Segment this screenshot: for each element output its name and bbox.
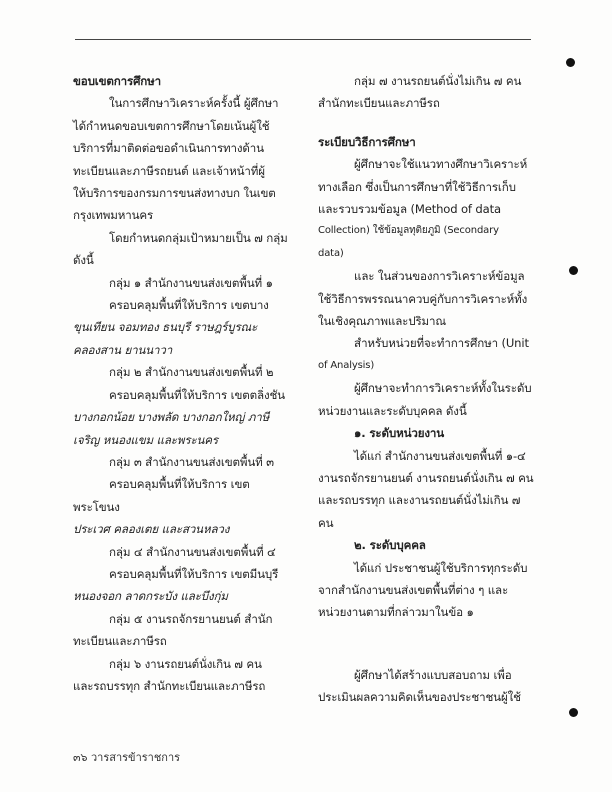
analysis-paragraph — [318, 265, 534, 332]
group-title: กลุ่ม ๔ สำนักงานขนส่งเขตพื้นที่ ๔ — [109, 544, 276, 559]
text-line: of Analysis) — [318, 359, 375, 371]
text-line: data) — [318, 247, 344, 259]
scope-intro-paragraph — [73, 92, 293, 226]
text-line: ผู้ศึกษาจะทำการวิเคราะห์ทั้งในระดับ — [354, 381, 532, 396]
text-line: หน่วยงานตามที่กล่าวมาในข้อ ๑ — [318, 605, 474, 620]
spacer — [318, 115, 534, 131]
text-line: บริการที่มาติดต่อขอดำเนินการทางด้าน — [73, 141, 264, 156]
text-line: จากสำนักงานขนส่งเขตพื้นที่ต่าง ๆ และ — [318, 582, 509, 597]
survey-paragraph — [318, 664, 534, 709]
group-1 — [73, 272, 293, 362]
group-6 — [73, 653, 293, 698]
text-line: และรถบรรทุก และงานรถยนต์นั่งไม่เกิน ๗ คน — [318, 493, 521, 530]
group-5 — [73, 608, 293, 653]
header-rule — [75, 39, 531, 40]
agency-paragraph — [318, 445, 534, 535]
levels-paragraph — [318, 377, 534, 422]
method-paragraph — [318, 153, 534, 265]
scope-heading: ขอบเขตการศึกษา — [73, 74, 162, 88]
unit-paragraph — [318, 332, 534, 377]
text-line: ผู้ศึกษาได้สร้างแบบสอบถาม เพื่อ — [354, 667, 512, 682]
group-title: กลุ่ม ๗ งานรถยนต์นั่งไม่เกิน ๗ คน — [354, 74, 522, 88]
page-footer: ๓๖ วารสารข้าราชการ — [73, 751, 181, 764]
group-districts: เจริญ หนองแขม และพระนคร — [73, 432, 218, 447]
text-line: ทะเบียนและภาษีรถยนต์ และเจ้าหน้าที่ผู้ — [73, 163, 265, 178]
group-7 — [318, 70, 534, 115]
text-line: ดังนี้ — [73, 253, 94, 268]
text-line: และรวบรวมข้อมูล (Method of data — [318, 202, 501, 217]
text-line: โดยกำหนดกลุ่มเป้าหมายเป็น ๗ กลุ่ม — [109, 230, 288, 245]
group-unit: และรถบรรทุก สำนักทะเบียนและภาษีรถ — [73, 678, 266, 693]
text-line: ในการศึกษาวิเคราะห์ครั้งนี้ ผู้ศึกษา — [109, 96, 279, 111]
group-unit: ทะเบียนและภาษีรถ — [73, 634, 167, 649]
text-line: ทางเลือก ซึ่งเป็นการศึกษาที่ใช้วิธีการเก็บ — [318, 179, 516, 194]
text-line: ได้แก่ สำนักงานขนส่งเขตพื้นที่ ๑-๔ — [354, 448, 526, 463]
group-2 — [73, 361, 293, 451]
text-line: ได้กำหนดขอบเขตการศึกษาโดยเน้นผู้ใช้ — [73, 118, 270, 133]
group-districts: ประเวศ คลองเตย และสวนหลวง — [73, 522, 230, 537]
binder-hole-icon — [566, 58, 575, 67]
group-districts: หนองจอก ลาดกระบัง และบึงกุ่ม — [73, 589, 228, 604]
text-line: Collection) ใช้ข้อมูลทุติยภูมิ (Secondary — [318, 225, 499, 237]
text-line: งานรถจักรยานยนต์ งานรถยนต์นั่งเกิน ๗ คน — [318, 470, 534, 485]
text-line: หน่วยงานและระดับบุคคล ดังนี้ — [318, 403, 467, 418]
text-line: ให้บริการของกรมการขนส่งทางบก ในเขต — [73, 186, 276, 201]
group-title: กลุ่ม ๕ งานรถจักรยานยนต์ สำนัก — [109, 611, 273, 626]
group-coverage: ครอบคลุมพื้นที่ให้บริการ เขตมีนบุรี — [109, 566, 279, 581]
target-groups-intro — [73, 227, 293, 272]
group-title: กลุ่ม ๖ งานรถยนต์นั่งเกิน ๗ คน — [109, 656, 262, 671]
spacer — [318, 624, 534, 664]
binder-hole-icon — [569, 266, 578, 275]
text-line: ใช้วิธีการพรรณนาควบคู่กับการวิเคราะห์ทั้ง — [318, 291, 528, 306]
group-districts: คลองสาน ยานนาวา — [73, 342, 173, 357]
text-line: สำหรับหน่วยที่จะทำการศึกษา (Unit — [354, 336, 529, 351]
group-title: กลุ่ม ๓ สำนักงานขนส่งเขตพื้นที่ ๓ — [109, 454, 274, 469]
person-paragraph — [318, 557, 534, 624]
text-line: ได้แก่ ประชาชนผู้ใช้บริการทุกระดับ — [354, 560, 528, 575]
group-title: กลุ่ม ๑ สำนักงานขนส่งเขตพื้นที่ ๑ — [109, 275, 273, 290]
group-districts: บางกอกน้อย บางพลัด บางกอกใหญ่ ภาษี — [73, 410, 270, 425]
agency-level-heading: ๑. ระดับหน่วยงาน — [354, 426, 445, 441]
text-line: กรุงเทพมหานคร — [73, 208, 154, 223]
binder-hole-icon — [569, 708, 578, 717]
text-line: ผู้ศึกษาจะใช้แนวทางศึกษาวิเคราะห์ — [354, 157, 528, 172]
text-line: และ ในส่วนของการวิเคราะห์ข้อมูล — [354, 269, 525, 284]
person-level-heading: ๒. ระดับบุคคล — [354, 538, 426, 553]
right-column — [318, 70, 534, 709]
group-4 — [73, 541, 293, 608]
text-line: ในเชิงคุณภาพและปริมาณ — [318, 314, 446, 329]
group-3 — [73, 451, 293, 541]
group-title: กลุ่ม ๒ สำนักงานขนส่งเขตพื้นที่ ๒ — [109, 365, 274, 380]
group-unit: สำนักทะเบียนและภาษีรถ — [318, 96, 440, 111]
group-coverage: ครอบคลุมพื้นที่ให้บริการ เขตตลิ่งชัน — [109, 387, 285, 402]
group-districts: ขุนเทียน จอมทอง ธนบุรี ราษฎร์บูรณะ — [73, 320, 258, 335]
left-column — [73, 70, 293, 697]
group-coverage: ครอบคลุมพื้นที่ให้บริการ เขตพระโขนง — [73, 477, 250, 514]
methodology-heading: ระเบียบวิธีการศึกษา — [318, 134, 416, 149]
text-line: ประเมินผลความคิดเห็นของประชาชนผู้ใช้ — [318, 690, 521, 705]
group-coverage: ครอบคลุมพื้นที่ให้บริการ เขตบาง — [109, 298, 269, 313]
